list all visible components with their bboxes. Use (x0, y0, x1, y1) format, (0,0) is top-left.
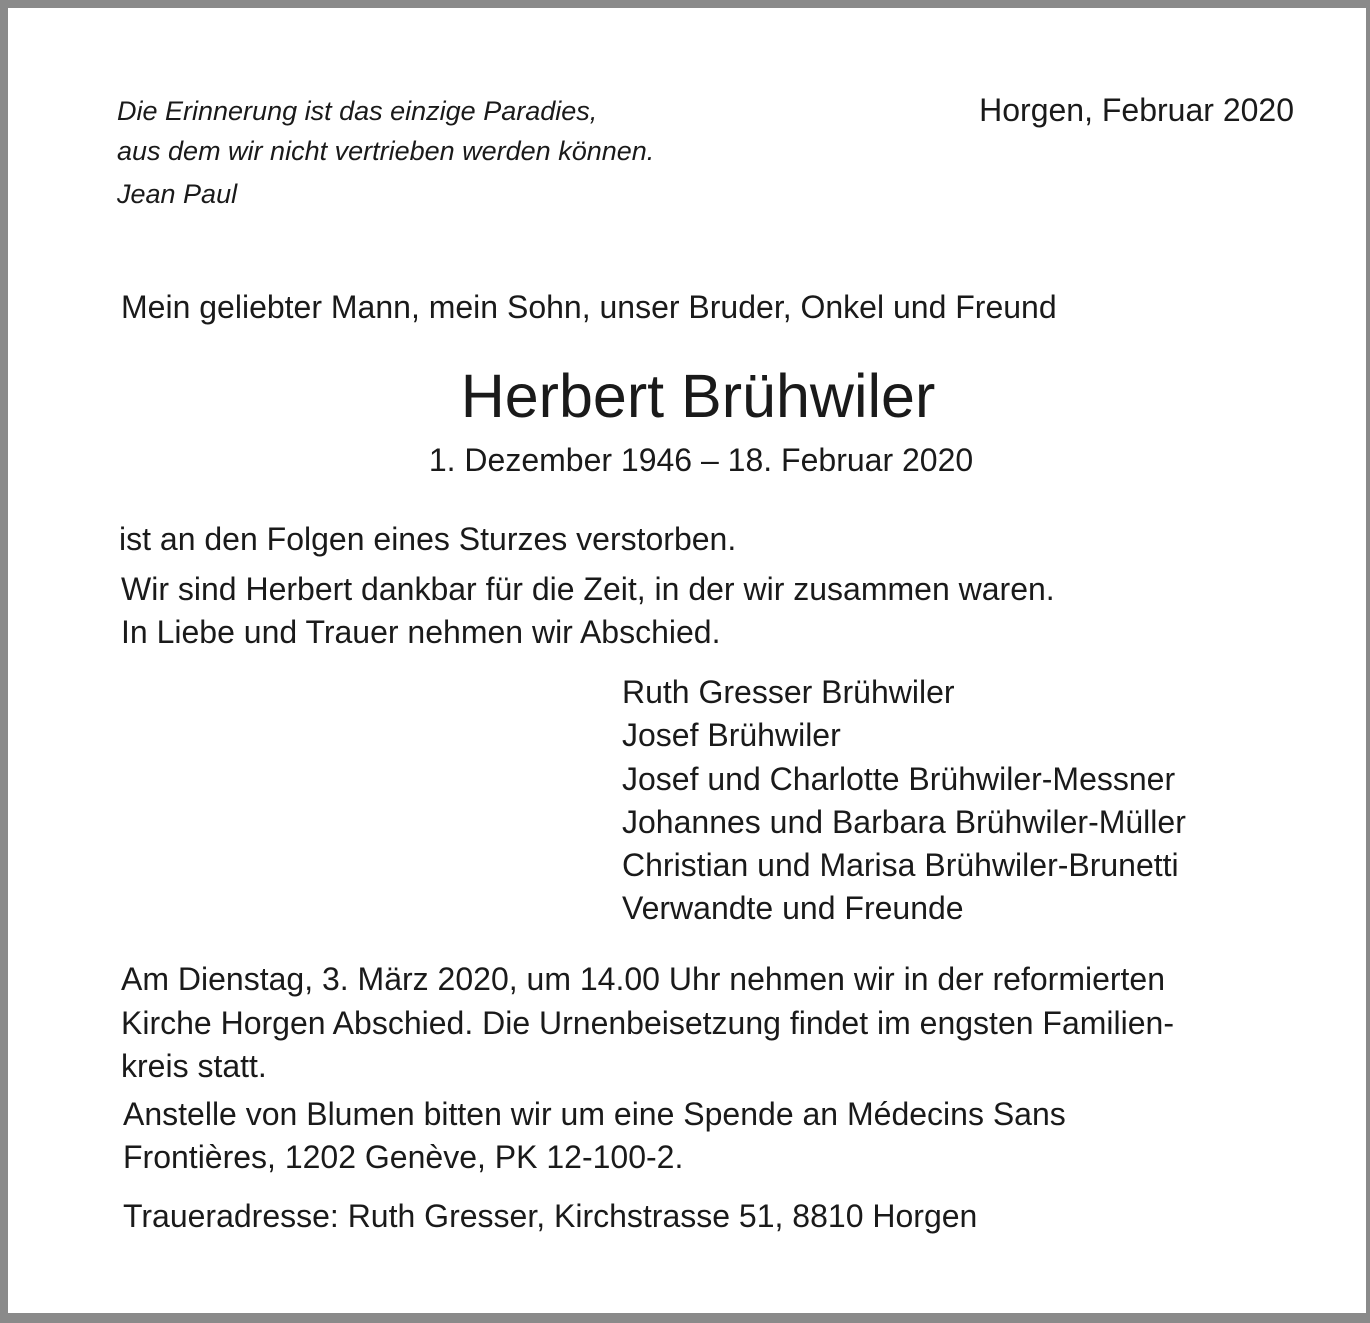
mourner-name: Verwandte und Freunde (622, 890, 964, 927)
message-line: ist an den Folgen eines Sturzes verstorben. (119, 521, 737, 557)
message-paragraph (121, 568, 1055, 654)
place-date: Horgen, Februar 2020 (979, 92, 1294, 128)
service-line: Am Dienstag, 3. März 2020, um 14.00 Uhr nehmen wir in der reformierten (121, 961, 1166, 997)
message-line: In Liebe und Trauer nehmen wir Abschied. (121, 614, 721, 650)
message-line: Wir sind Herbert dankbar für die Zeit, in der wir zusammen waren. (121, 571, 1055, 607)
deceased-name: Herbert Brühwiler (460, 362, 936, 430)
donation-line: Frontières, 1202 Genève, PK 12-100-2. (123, 1139, 684, 1175)
mourner-name: Josef und Charlotte Brühwiler-Messner (622, 760, 1176, 797)
life-dates: 1. Dezember 1946 – 18. Februar 2020 (428, 442, 974, 478)
service-notice (121, 958, 1174, 1089)
mourner-name: Johannes und Barbara Brühwiler-Müller (622, 803, 1186, 840)
quote-author: Jean Paul (117, 179, 238, 209)
mourner-name: Josef Brühwiler (622, 717, 841, 754)
donation-line: Anstelle von Blumen bitten wir um eine Spende an Médecins Sans (123, 1096, 1066, 1132)
mourner-name: Christian und Marisa Brühwiler-Brunetti (622, 847, 1179, 884)
service-line: kreis statt. (121, 1048, 267, 1084)
donation-notice (123, 1093, 1066, 1179)
mourners-list (622, 671, 1186, 931)
mourner-name: Ruth Gresser Brühwiler (622, 674, 955, 710)
service-line: Kirche Horgen Abschied. Die Urnenbeisetzung findet im engsten Familien- (121, 1004, 1174, 1041)
intro-text: Mein geliebter Mann, mein Sohn, unser Bruder, Onkel und Freund (121, 289, 1057, 325)
epigraph-quote (117, 91, 654, 171)
quote-line: aus dem wir nicht vertrieben werden können. (117, 136, 655, 166)
quote-line: Die Erinnerung ist das einzige Paradies, (117, 96, 598, 126)
mourning-address: Traueradresse: Ruth Gresser, Kirchstrasse 51, 8810 Horgen (123, 1198, 978, 1234)
